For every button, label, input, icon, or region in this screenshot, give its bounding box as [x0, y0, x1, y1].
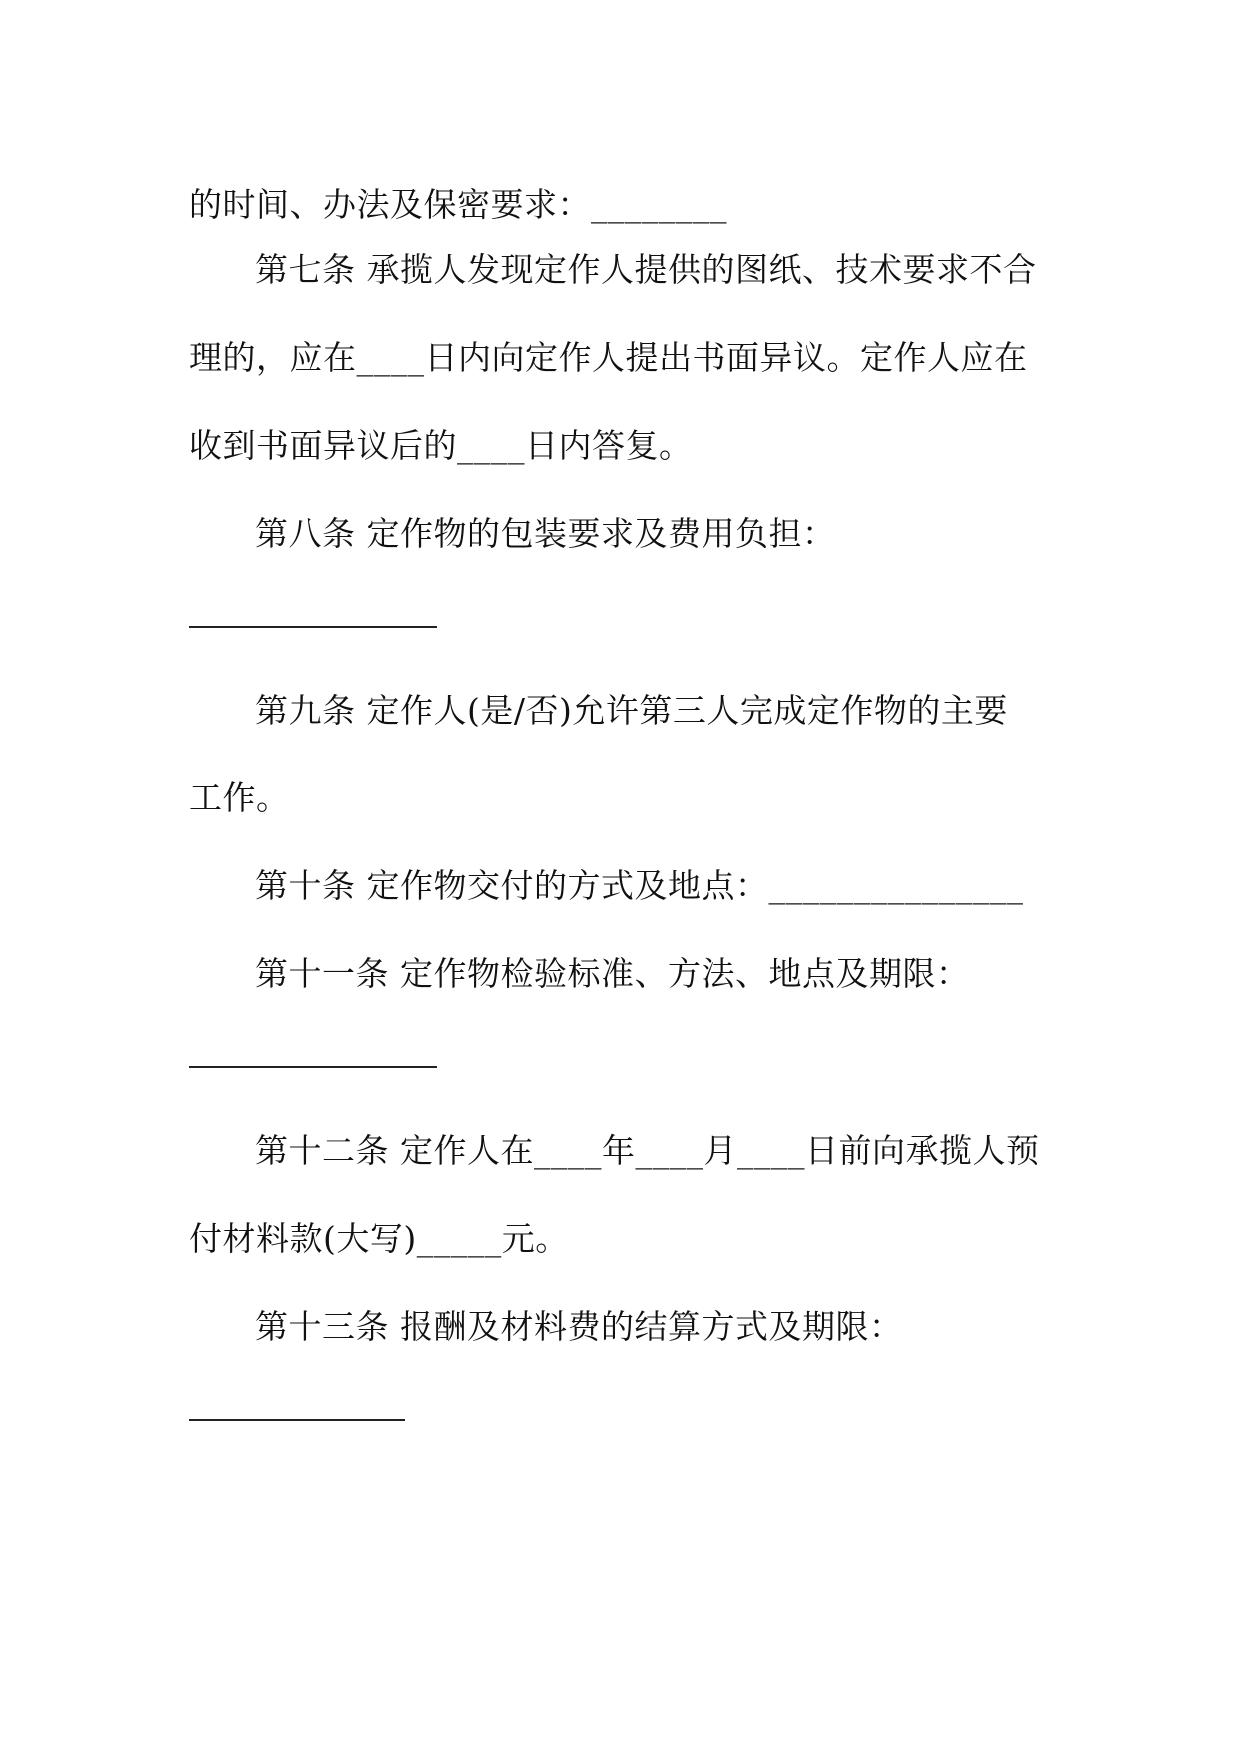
article-7-line-3: 收到书面异议后的____日内答复。	[189, 426, 693, 465]
blank-line-article-13	[189, 1419, 405, 1421]
article-8-line-1: 第八条 定作物的包装要求及费用负担：	[255, 514, 836, 553]
article-10-line-1: 第十条 定作物交付的方式及地点：_______________	[255, 866, 1024, 905]
article-12-line-2: 付材料款(大写)_____元。	[189, 1219, 569, 1258]
article-9-line-2: 工作。	[189, 778, 290, 817]
article-12-line-1: 第十二条 定作人在____年____月____日前向承揽人预	[255, 1131, 1040, 1170]
text-line-confidentiality: 的时间、办法及保密要求：________	[189, 185, 727, 224]
blank-line-article-11	[189, 1066, 437, 1068]
article-13-line-1: 第十三条 报酬及材料费的结算方式及期限：	[255, 1307, 903, 1346]
article-9-line-1: 第九条 定作人(是/否)允许第三人完成定作物的主要	[255, 691, 1008, 730]
article-7-line-2: 理的，应在____日内向定作人提出书面异议。定作人应在	[189, 338, 1028, 377]
article-11-line-1: 第十一条 定作物检验标准、方法、地点及期限：	[255, 954, 970, 993]
article-7-line-1: 第七条 承揽人发现定作人提供的图纸、技术要求不合	[255, 250, 1037, 289]
blank-line-article-8	[189, 626, 437, 628]
